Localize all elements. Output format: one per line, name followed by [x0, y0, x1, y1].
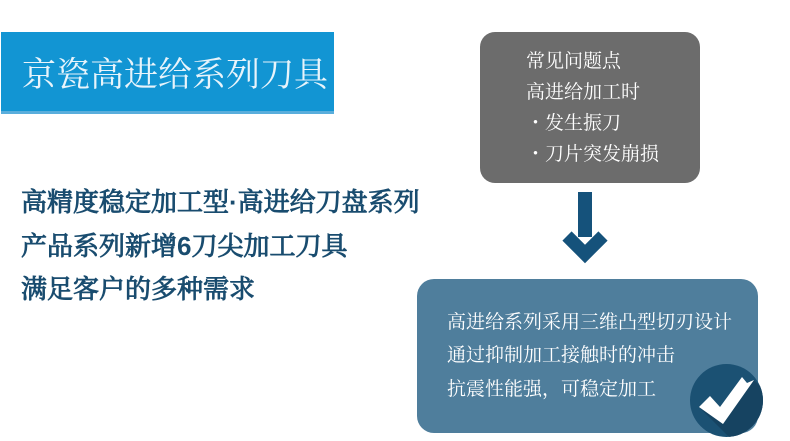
problem-box: [480, 32, 700, 183]
solution-line-3: 抗震性能强，可稳定加工: [447, 378, 657, 400]
solution-line-2: 通过抑制加工接触时的冲击: [447, 345, 676, 367]
down-arrow-icon: [561, 190, 609, 266]
problem-bullet-2: ・刀片突发崩损: [526, 143, 660, 165]
headline-line-2: 产品系列新增6刀尖加工刀具: [21, 230, 348, 261]
problem-subtitle: 高进给加工时: [526, 81, 641, 103]
slide-title: 京瓷高进给系列刀具: [22, 56, 328, 94]
problem-bullet-1: ・发生振刀: [526, 112, 622, 134]
headline-block: [21, 181, 420, 312]
title-banner: [1, 32, 334, 114]
problem-title: 常见问题点: [526, 50, 622, 72]
solution-line-1: 高进给系列采用三维凸型切刃设计: [447, 311, 733, 333]
headline-line-3: 满足客户的多种需求: [21, 274, 256, 304]
headline-line-1: 高精度稳定加工型·高进给刀盘系列: [21, 187, 420, 217]
checkmark-icon: [689, 363, 765, 439]
